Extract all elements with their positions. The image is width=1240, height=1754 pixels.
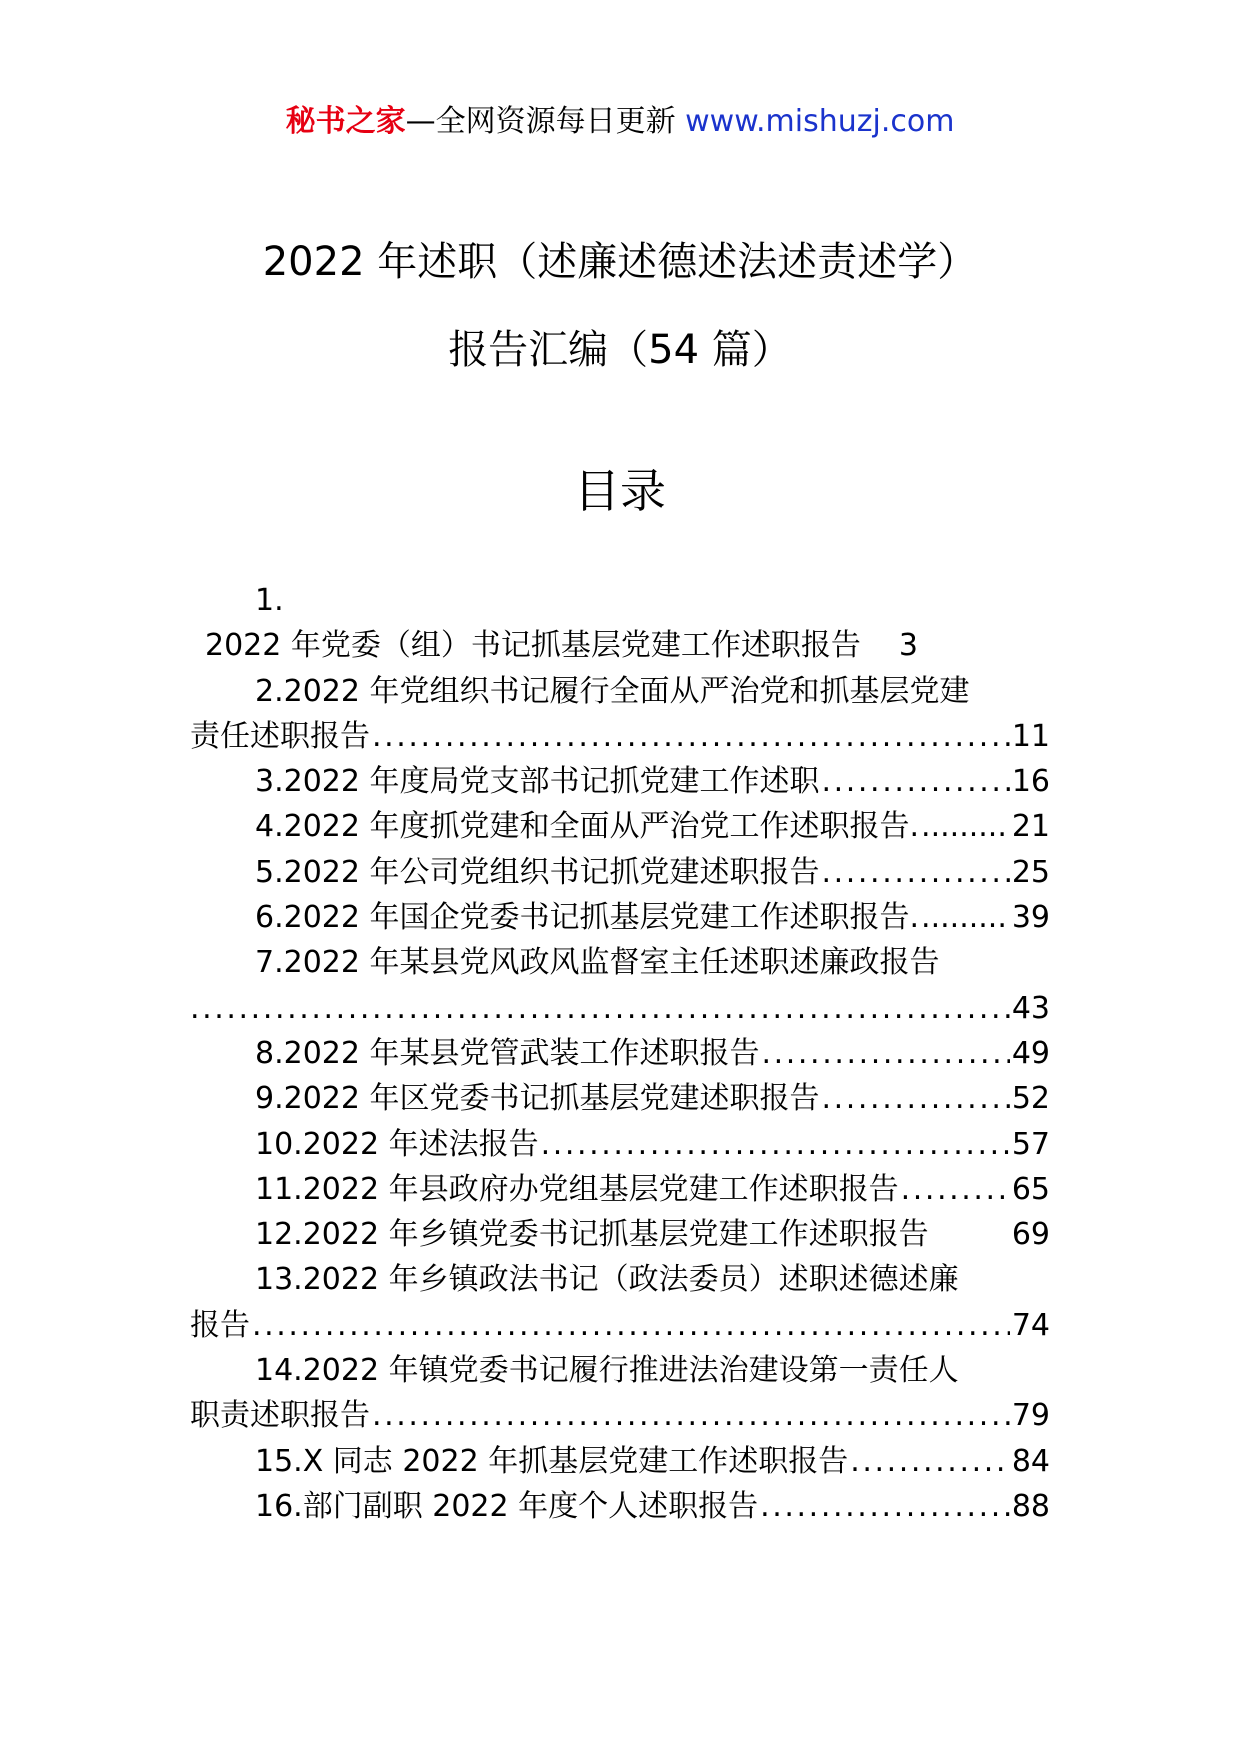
toc-leader-dots [190,986,1010,1031]
toc-entry-14[interactable] [190,1348,1050,1439]
toc-entry-12-row [190,1212,1050,1257]
toc-entry-3[interactable] [190,759,1050,804]
toc-entry-6[interactable] [190,895,1050,940]
toc-entry-title: 14.2022 年镇党委书记履行推进法治建设第一责任人 [255,1353,959,1389]
toc-entry-page: 16 [1011,764,1050,800]
toc-entry-number: 1. [255,583,284,618]
toc-entry-page: 39 [1011,900,1050,936]
toc-leader-dots [822,850,1010,895]
toc-entry-10[interactable] [190,1122,1050,1167]
toc-entry-page: 43 [1011,990,1050,1026]
toc-entry-5[interactable] [190,850,1050,895]
toc-entry-15-row [190,1439,1050,1484]
toc-entry-16-row [190,1484,1050,1529]
toc-entry-5-row [190,850,1050,895]
toc-leader-dots [541,1122,1010,1167]
toc-entry-13-line1 [190,1257,1050,1302]
toc-entry-1-text-row [190,623,1050,668]
toc-leader-dots [850,1439,1010,1484]
toc-entry-title: 2.2022 年党组织书记履行全面从严治党和抓基层党建 [255,673,970,709]
toc-entry-page: 52 [1011,1081,1050,1117]
toc-entry-12[interactable] [190,1212,1050,1257]
toc-entry-page: 3 [898,628,918,664]
toc-leader-dots [822,759,1010,804]
toc-entry-1[interactable] [190,578,1050,669]
toc-leader-dots [372,1393,1010,1438]
toc-entry-2-line1 [190,669,1050,714]
toc-entry-title: 16.部门副职 2022 年度个人述职报告 [255,1488,759,1524]
toc-entry-page: 79 [1011,1398,1050,1434]
toc-entry-4[interactable] [190,804,1050,849]
toc-leader-dots [252,1303,1010,1348]
document-title-line1: 2022 年述职（述廉述德述法述责述学） [262,239,978,285]
toc-entry-title: 4.2022 年度抓党建和全面从严治党工作述职报告. [255,809,920,845]
toc-entry-title: 8.2022 年某县党管武装工作述职报告 [255,1035,760,1071]
toc-entry-page: 88 [1011,1488,1050,1524]
toc-entry-9[interactable] [190,1076,1050,1121]
toc-entry-page: 65 [1011,1171,1050,1207]
toc-entry-8[interactable] [190,1031,1050,1076]
toc-entry-page: 11 [1011,718,1050,754]
toc-entry-page: 21 [1011,809,1050,845]
toc-entry-14-line1 [190,1348,1050,1393]
toc-entry-title: 11.2022 年县政府办党组基层党建工作述职报告 [255,1171,899,1207]
toc-entry-page: 74 [1011,1307,1050,1343]
toc-entry-page: 69 [1011,1217,1050,1253]
toc-entry-4-row [190,804,1050,849]
toc-heading: 目录 [574,464,666,518]
toc-entry-11[interactable] [190,1167,1050,1212]
toc-leader-dots [921,895,1010,940]
toc-entry-2[interactable] [190,669,1050,760]
toc-leader-dots [760,1484,1010,1529]
toc-entry-7-line1 [190,940,1050,985]
toc-entry-page: 57 [1011,1126,1050,1162]
toc-leader-dots [762,1031,1010,1076]
toc-entry-14-line2 [190,1393,1050,1438]
toc-entry-title: 15.X 同志 2022 年抓基层党建工作述职报告 [255,1443,849,1479]
site-url-link[interactable]: www.mishuzj.com [685,104,955,139]
toc-entry-title: 5.2022 年公司党组织书记抓党建述职报告 [255,854,820,890]
toc-entry-13[interactable] [190,1257,1050,1348]
toc-entry-11-row [190,1167,1050,1212]
toc-entry-title: 2022 年党委（组）书记抓基层党建工作述职报告 [205,628,861,664]
toc-entry-title-cont: 责任述职报告 [190,718,370,754]
toc-entry-9-row [190,1076,1050,1121]
toc-entry-7[interactable] [190,940,1050,1031]
toc-entry-page: 84 [1011,1443,1050,1479]
toc-entry-title: 7.2022 年某县党风政风监督室主任述职述廉政报告 [255,945,940,981]
document-title-line2: 报告汇编（54 篇） [448,327,792,373]
toc-entry-page: 25 [1011,854,1050,890]
toc-entry-15[interactable] [190,1439,1050,1484]
toc-entry-3-row [190,759,1050,804]
toc-entry-title: 10.2022 年述法报告 [255,1126,539,1162]
toc-entry-title: 6.2022 年国企党委书记抓基层党建工作述职报告. [255,900,920,936]
toc-leader-dots [921,804,1010,849]
toc-entry-title: 3.2022 年度局党支部书记抓党建工作述职 [255,764,820,800]
toc-entry-page: 49 [1011,1035,1050,1071]
toc-entry-16[interactable] [190,1484,1050,1529]
toc-entry-title: 12.2022 年乡镇党委书记抓基层党建工作述职报告 [255,1217,929,1253]
toc-entry-2-line2 [190,714,1050,759]
header-tagline: —全网资源每日更新 [405,104,686,139]
toc-entry-8-row [190,1031,1050,1076]
table-of-contents [190,578,1050,1529]
toc-entry-10-row [190,1122,1050,1167]
toc-entry-title-cont: 报告 [190,1307,250,1343]
toc-entry-1-number-row [190,578,1050,623]
toc-entry-13-line2 [190,1303,1050,1348]
toc-leader-dots [372,714,1010,759]
toc-entry-7-line2 [190,986,1050,1031]
brand-name: 秘书之家 [285,104,406,139]
toc-entry-title: 13.2022 年乡镇政法书记（政法委员）述职述德述廉 [255,1262,959,1298]
toc-leader-dots [822,1076,1010,1121]
toc-entry-title: 9.2022 年区党委书记抓基层党建述职报告 [255,1081,820,1117]
toc-leader-dots [901,1167,1010,1212]
toc-entry-title-cont: 职责述职报告 [190,1398,370,1434]
toc-entry-6-row [190,895,1050,940]
site-header [0,100,1240,144]
